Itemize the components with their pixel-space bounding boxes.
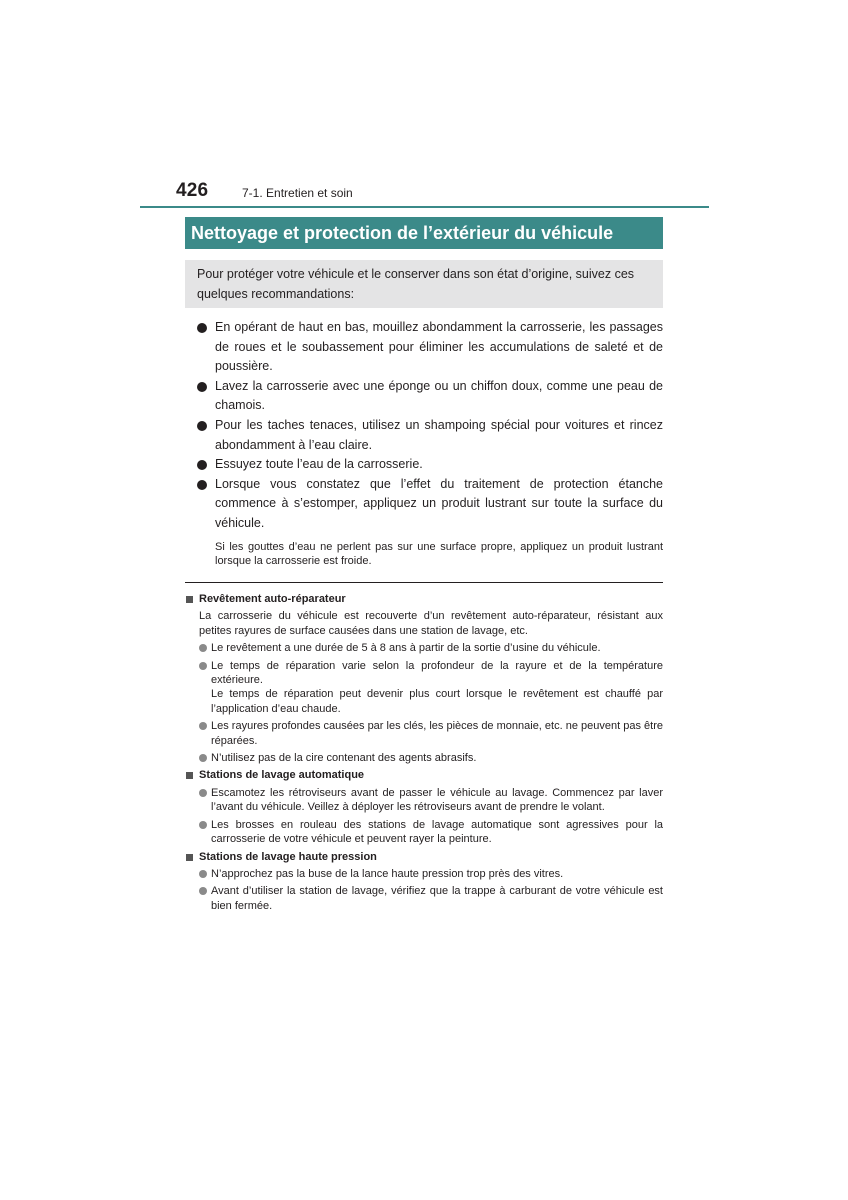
bullet-text: En opérant de haut en bas, mouillez abondamment la carrosserie, les passages de roues et le soubassement pour éliminer les accumulations de saleté et de poussière.: [215, 320, 663, 374]
list-item: [196, 318, 663, 377]
section-divider: [185, 582, 663, 583]
bullet-icon: [197, 421, 207, 431]
list-item: N’approchez pas la buse de la lance haute pression trop près des vitres.: [185, 867, 663, 881]
header-divider: [140, 206, 709, 208]
list-item: Escamotez les rétroviseurs avant de passer le véhicule au lavage. Commencez par laver l’avant du véhicule. Veillez à déployer les rétroviseurs avant de prendre le volant.: [185, 786, 663, 815]
grey-bullet-icon: [199, 754, 207, 762]
bullet-note: Si les gouttes d’eau ne perlent pas sur une surface propre, appliquez un produit lustrant lorsque la carrosserie est froide.: [215, 540, 663, 567]
section-heading: Revêtement auto-réparateur: [185, 592, 663, 606]
list-item: Avant d’utiliser la station de lavage, vérifiez que la trappe à carburant de votre véhicule est bien fermée.: [185, 884, 663, 913]
main-bullet-list: [196, 318, 663, 568]
section-heading: Stations de lavage automatique: [185, 768, 663, 782]
list-item: Les brosses en rouleau des stations de lavage automatique sont agressives pour la carrosserie de votre véhicule et peuvent rayer la peinture.: [185, 818, 663, 847]
intro-text: Pour protéger votre véhicule et le conserver dans son état d’origine, suivez ces quelques recommandations:: [197, 267, 635, 301]
bullet-text: Essuyez toute l’eau de la carrosserie.: [215, 457, 423, 472]
list-item: N’utilisez pas de la cire contenant des agents abrasifs.: [185, 751, 663, 765]
square-bullet-icon: [186, 854, 193, 861]
list-item: Les rayures profondes causées par les clés, les pièces de monnaie, etc. ne peuvent pas être réparées.: [185, 719, 663, 748]
list-item: [196, 377, 663, 416]
bullet-icon: [197, 460, 207, 470]
list-item: [196, 416, 663, 455]
bullet-icon: [197, 323, 207, 333]
section-paragraph: La carrosserie du véhicule est recouverte d’un revêtement auto-réparateur, résistant aux petites rayures de surface causées dans une station de lavage, etc.: [199, 610, 663, 637]
bullet-text: Pour les taches tenaces, utilisez un shampoing spécial pour voitures et rincez abondamment à l’eau claire.: [215, 417, 663, 452]
bullet-text: Lorsque vous constatez que l’effet du traitement de protection étanche commence à s’estomper, appliquez un produit lustrant sur toute la surface du véhicule.: [215, 476, 663, 530]
list-item-extra: Le temps de réparation peut devenir plus court lorsque le revêtement est chauffé par l’application d’eau chaude.: [211, 688, 663, 715]
grey-bullet-icon: [199, 722, 207, 730]
grey-bullet-icon: [199, 662, 207, 670]
bullet-icon: [197, 382, 207, 392]
section-label: 7-1. Entretien et soin: [242, 186, 353, 200]
page-title: Nettoyage et protection de l’extérieur du véhicule: [185, 217, 663, 249]
page-number: 426: [176, 180, 209, 201]
intro-box: [185, 260, 663, 308]
grey-bullet-icon: [199, 870, 207, 878]
list-item: Le revêtement a une durée de 5 à 8 ans à partir de la sortie d’usine du véhicule.: [185, 641, 663, 655]
bullet-icon: [197, 480, 207, 490]
grey-bullet-icon: [199, 887, 207, 895]
list-item: Le temps de réparation varie selon la profondeur de la rayure et de la température extérieure. Le temps de réparation peut devenir plus court lorsque le revêtement est chauffé par l’application d’eau chaude.: [185, 659, 663, 717]
list-item: [196, 455, 663, 475]
bullet-text: Lavez la carrosserie avec une éponge ou un chiffon doux, comme une peau de chamois.: [215, 378, 663, 413]
grey-bullet-icon: [199, 644, 207, 652]
grey-bullet-icon: [199, 821, 207, 829]
square-bullet-icon: [186, 596, 193, 603]
grey-bullet-icon: [199, 789, 207, 797]
list-item: [196, 475, 663, 534]
page-header: [176, 180, 706, 208]
section-heading: Stations de lavage haute pression: [185, 850, 663, 864]
square-bullet-icon: [186, 772, 193, 779]
info-section: [185, 589, 663, 913]
